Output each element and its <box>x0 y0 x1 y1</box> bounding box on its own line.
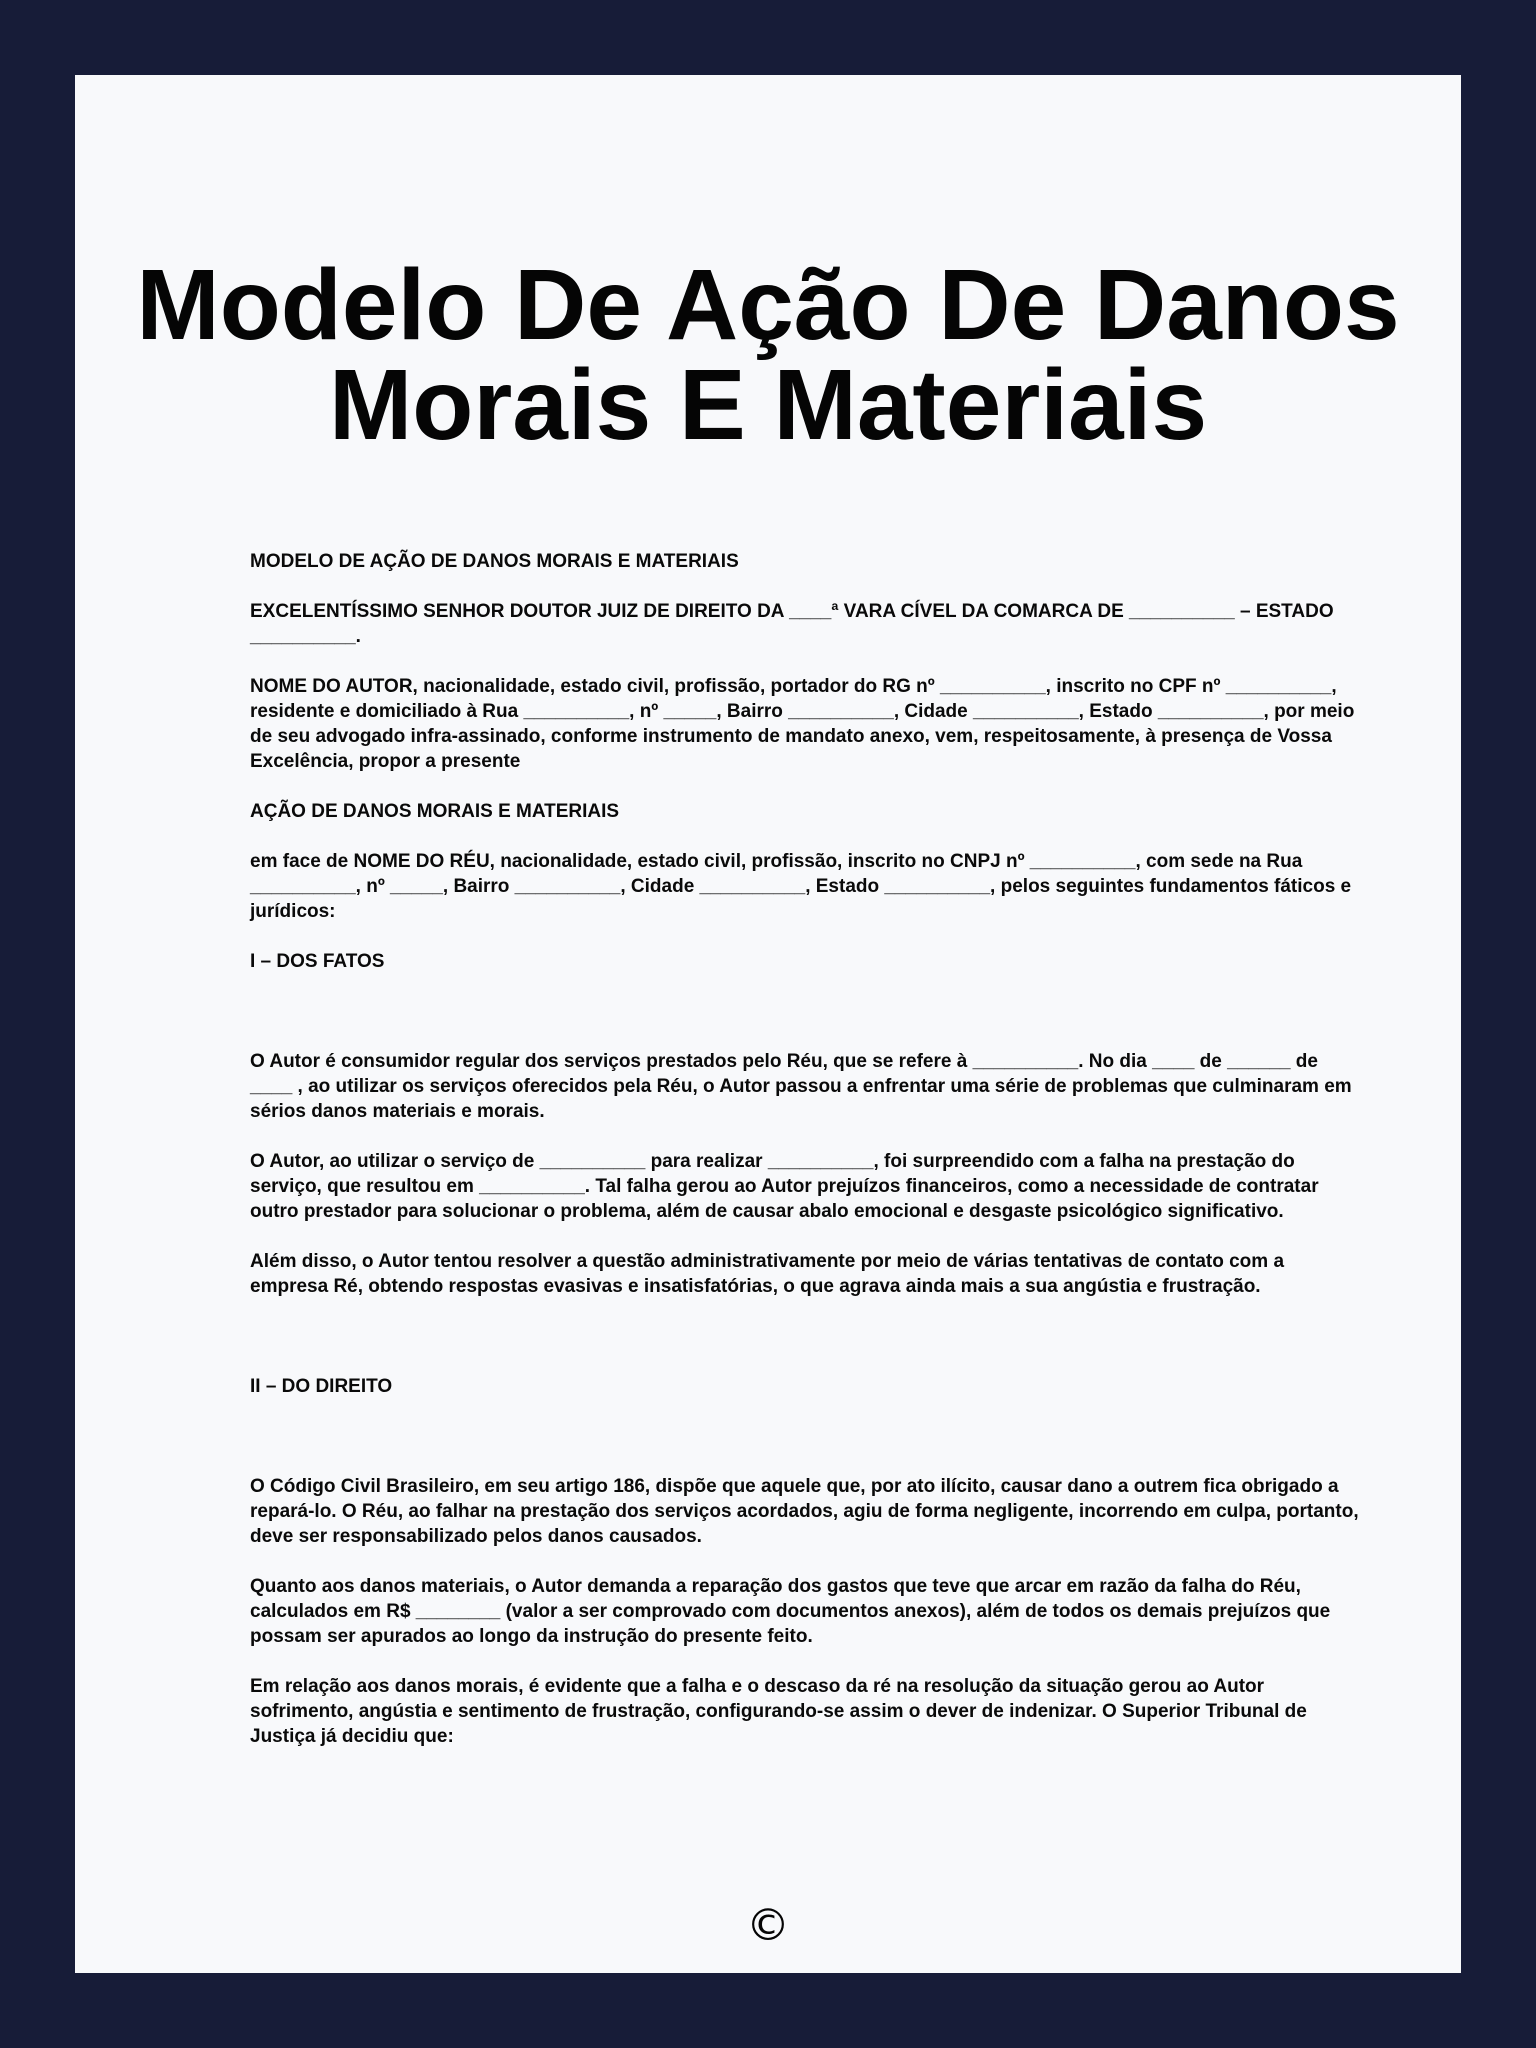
document-body <box>250 549 1365 1774</box>
section-heading-facts: I – DOS FATOS <box>250 951 385 972</box>
action-heading: AÇÃO DE DANOS MORAIS E MATERIAIS <box>250 801 620 822</box>
document-title <box>75 249 1461 461</box>
title-line-1: Modelo De Ação De Danos <box>136 249 1400 361</box>
law-paragraph-3: Em relação aos danos morais, é evidente que a falha e o descaso da ré na resolução da situação gerou ao Autor sofrimento, angústia e sentimento de frustração, configurando-se assim o dever de indenizar. O Superior Tribunal de Justiça já decidiu que: <box>250 1676 1307 1747</box>
defendant-paragraph: em face de NOME DO RÉU, nacionalidade, estado civil, profissão, inscrito no CNPJ nº __________, com sede na Rua __________, nº _____, Bairro __________, Cidade __________, Estado __________, pelos seguintes fundamentos fáticos e jurídicos: <box>250 851 1352 922</box>
addressee-paragraph: EXCELENTÍSSIMO SENHOR DOUTOR JUIZ DE DIREITO DA ____ª VARA CÍVEL DA COMARCA DE __________ – ESTADO __________. <box>250 601 1334 647</box>
facts-paragraph-1: O Autor é consumidor regular dos serviços prestados pelo Réu, que se refere à __________. No dia ____ de ______ de ____ , ao utilizar os serviços oferecidos pela Réu, o Autor passou a enfrentar uma série de problemas que culminaram em sérios danos materiais e morais. <box>250 1051 1352 1122</box>
title-line-2: Morais E Materiais <box>328 349 1208 461</box>
facts-paragraph-2: O Autor, ao utilizar o serviço de __________ para realizar __________, foi surpreendido com a falha na prestação do serviço, que resultou em __________. Tal falha gerou ao Autor prejuízos financeiros, como a necessidade de contratar outro prestador para solucionar o problema, além de causar abalo emocional e desgaste psicológico significativo. <box>250 1151 1319 1222</box>
copyright-symbol: © <box>746 1900 790 1951</box>
document-page <box>75 75 1461 1973</box>
plaintiff-paragraph: NOME DO AUTOR, nacionalidade, estado civil, profissão, portador do RG nº __________, inscrito no CPF nº __________, residente e domiciliado à Rua __________, nº _____, Bairro __________, Cidade __________, Estado __________, por meio de seu advogado infra-assinado, conforme instrumento de mandato anexo, vem, respeitosamente, à presença de Vossa Excelência, propor a presente <box>250 676 1355 772</box>
law-paragraph-2: Quanto aos danos materiais, o Autor demanda a reparação dos gastos que teve que arcar em razão da falha do Réu, calculados em R$ ________ (valor a ser comprovado com documentos anexos), além de todos os demais prejuízos que possam ser apurados ao longo da instrução do presente feito. <box>250 1576 1331 1647</box>
facts-paragraph-3: Além disso, o Autor tentou resolver a questão administrativamente por meio de várias tentativas de contato com a empresa Ré, obtendo respostas evasivas e insatisfatórias, o que agrava ainda mais a sua angústia e frustração. <box>250 1251 1285 1297</box>
section-heading-law: II – DO DIREITO <box>250 1376 393 1397</box>
law-paragraph-1: O Código Civil Brasileiro, em seu artigo 186, dispõe que aquele que, por ato ilícito, causar dano a outrem fica obrigado a repará-lo. O Réu, ao falhar na prestação dos serviços acordados, agiu de forma negligente, incorrendo em culpa, portanto, deve ser responsabilizado pelos danos causados. <box>250 1476 1359 1547</box>
doc-heading: MODELO DE AÇÃO DE DANOS MORAIS E MATERIAIS <box>250 551 739 572</box>
